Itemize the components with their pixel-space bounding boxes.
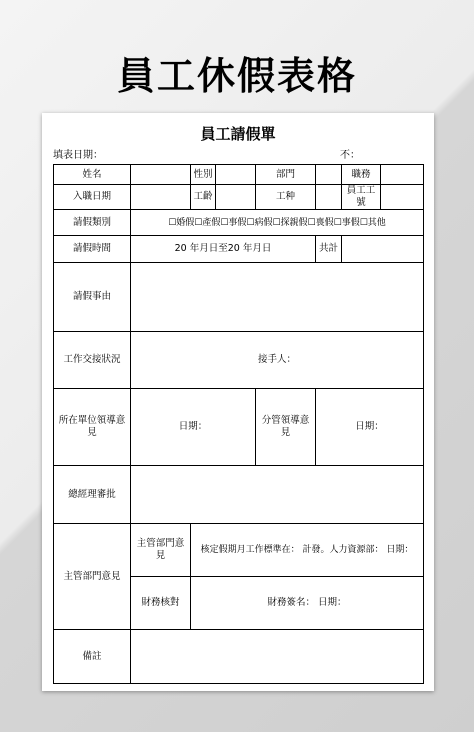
reason-label: 請假事由: [54, 263, 131, 332]
join-date-field[interactable]: [131, 185, 191, 210]
row-leave-time: [54, 236, 424, 263]
seniority-field[interactable]: [216, 185, 256, 210]
gender-field[interactable]: [216, 165, 256, 185]
gm-label: 總經理審批: [54, 466, 131, 524]
remark-field[interactable]: [131, 630, 424, 684]
gender-label: 性別: [191, 165, 216, 185]
supervisor-dept-label: 主管部門意見: [54, 524, 131, 630]
emp-no-field[interactable]: [381, 185, 424, 210]
total-label: 共計: [316, 236, 342, 263]
unit-leader-label: 所在單位領導意見: [54, 389, 131, 466]
finance-check-label: 財務核對: [131, 577, 191, 630]
join-date-label: 入職日期: [54, 185, 131, 210]
row-remark: [54, 630, 424, 684]
branch-leader-label: 分管領導意見: [256, 389, 316, 466]
name-label: 姓名: [54, 165, 131, 185]
name-field[interactable]: [131, 165, 191, 185]
row-leave-type: [54, 210, 424, 236]
leave-time-value[interactable]: 20 年月日至20 年月日: [131, 236, 316, 263]
leave-type-options[interactable]: ☐婚假☐產假☐事假☐病假☐探親假☐喪假☐事假☐其他: [131, 210, 424, 236]
gm-field[interactable]: [131, 466, 424, 524]
row-leader-opinion: [54, 389, 424, 466]
row-handover: [54, 332, 424, 389]
row-gm: [54, 466, 424, 524]
position-label: 職務: [342, 165, 381, 185]
dept-field[interactable]: [316, 165, 342, 185]
row-employment-info: [54, 185, 424, 210]
leave-time-label: 請假時間: [54, 236, 131, 263]
branch-leader-date[interactable]: 日期：: [316, 389, 424, 466]
receiver-field[interactable]: 接手人：: [131, 332, 424, 389]
remark-label: 備註: [54, 630, 131, 684]
page-heading: 員工休假表格: [116, 54, 357, 98]
leave-form-table: [53, 164, 424, 684]
leave-type-label: 請假類別: [54, 210, 131, 236]
row-basic-info: [54, 165, 424, 185]
unit-leader-date[interactable]: 日期：: [131, 389, 256, 466]
seniority-label: 工齡: [191, 185, 216, 210]
dept-label: 部門: [256, 165, 316, 185]
emp-no-label: 員工工號: [342, 185, 381, 210]
form-title: 員工請假單: [200, 125, 276, 143]
fill-date-label: 填表日期：: [53, 150, 103, 161]
leave-form-sheet: [42, 113, 434, 691]
reason-field[interactable]: [131, 263, 424, 332]
job-type-field[interactable]: [316, 185, 342, 210]
position-field[interactable]: [381, 165, 424, 185]
finance-sign-field[interactable]: 財務簽名： 日期：: [191, 577, 424, 630]
supervisor-dept-opinion-label: 主管部門意見: [131, 524, 191, 577]
job-type-label: 工种: [256, 185, 316, 210]
row-reason: [54, 263, 424, 332]
handover-label: 工作交接狀況: [54, 332, 131, 389]
approve-text[interactable]: 核定假期月工作標準在： 計發。人力資源部： 日期：: [191, 524, 424, 577]
total-field[interactable]: [342, 236, 424, 263]
row-supervisor-1: [54, 524, 424, 577]
number-label: 不：: [340, 150, 360, 161]
